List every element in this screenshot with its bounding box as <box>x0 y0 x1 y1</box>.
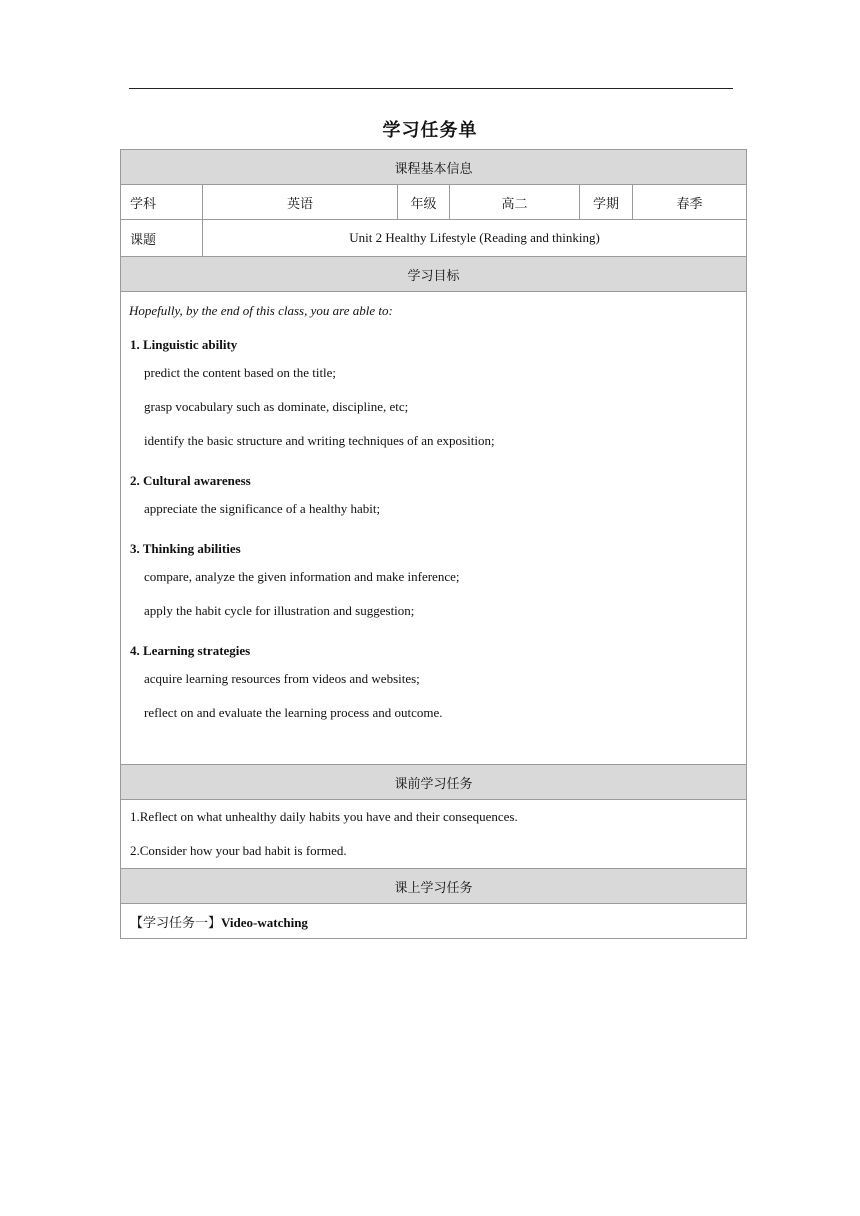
section-header-basic-info: 课程基本信息 <box>121 150 747 185</box>
objective-item: identify the basic structure and writing techniques of an exposition; <box>144 433 495 448</box>
topic-label: 课题 <box>121 220 203 257</box>
objectives-cell <box>121 292 747 765</box>
objective-item: predict the content based on the title; <box>144 365 337 380</box>
task-title: Video-watching <box>221 914 308 930</box>
grade-value: 高二 <box>450 185 580 220</box>
pre-class-tasks-cell <box>121 800 747 869</box>
subject-value: 英语 <box>203 185 398 220</box>
header-rule <box>129 88 733 89</box>
term-value: 春季 <box>633 185 747 220</box>
topic-value: Unit 2 Healthy Lifestyle (Reading and thinking) <box>203 220 747 257</box>
task-bracket-label: 【学习任务一】 <box>130 915 222 931</box>
subject-label: 学科 <box>121 185 203 220</box>
term-label: 学期 <box>580 185 633 220</box>
section-header-in-class: 课上学习任务 <box>121 869 747 904</box>
objective-item: acquire learning resources from videos and websites; <box>144 671 420 686</box>
objective-heading: 1. Linguistic ability <box>130 337 238 352</box>
objective-item: compare, analyze the given information and make inference; <box>144 569 460 584</box>
objective-item: reflect on and evaluate the learning process and outcome. <box>144 705 443 720</box>
pre-class-task: 1.Reflect on what unhealthy daily habits you have and their consequences. <box>130 809 518 824</box>
objective-item: appreciate the significance of a healthy habit; <box>144 501 381 516</box>
task-sheet-table <box>120 149 747 939</box>
objective-item: apply the habit cycle for illustration and suggestion; <box>144 603 415 618</box>
objectives-intro: Hopefully, by the end of this class, you are able to: <box>129 303 393 318</box>
objective-heading: 3. Thinking abilities <box>130 541 241 556</box>
objective-item: grasp vocabulary such as dominate, discipline, etc; <box>144 399 409 414</box>
section-header-pre-class: 课前学习任务 <box>121 765 747 800</box>
pre-class-task: 2.Consider how your bad habit is formed. <box>130 843 347 858</box>
document-title: 学习任务单 <box>382 120 478 141</box>
section-header-objectives: 学习目标 <box>121 257 747 292</box>
objective-heading: 4. Learning strategies <box>130 643 251 658</box>
in-class-task-cell <box>121 904 747 939</box>
grade-label: 年级 <box>398 185 450 220</box>
objective-heading: 2. Cultural awareness <box>130 473 251 488</box>
